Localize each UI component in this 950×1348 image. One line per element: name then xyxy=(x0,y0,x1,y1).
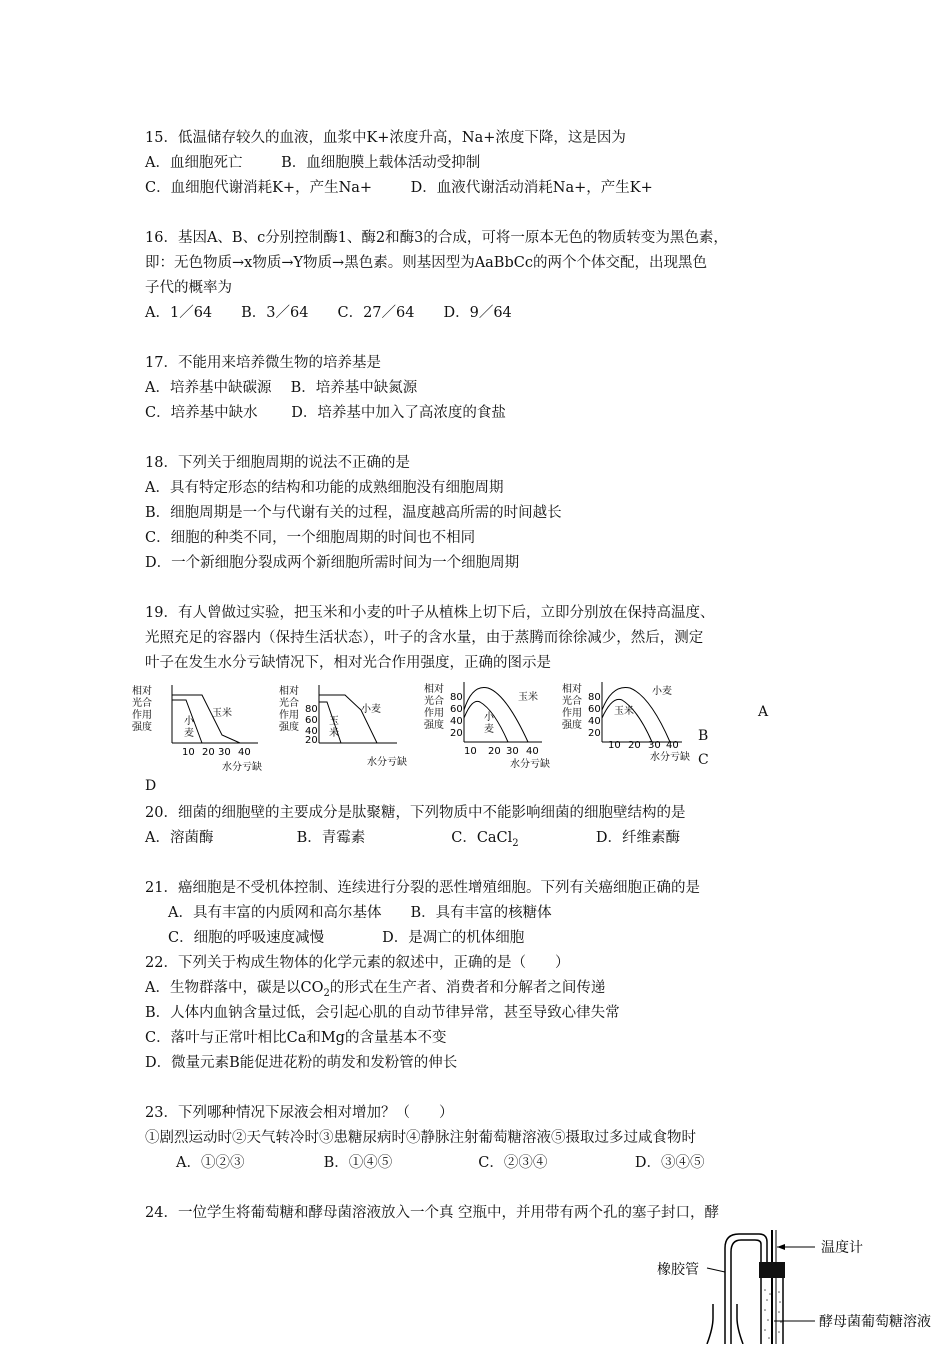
q19-stem-line2: 光照充足的容器内（保持生活状态），叶子的含水量，由于蒸腾而徐徐减少，然后，测定 xyxy=(145,630,704,646)
q23-option-d: D．③④⑤ xyxy=(634,1155,705,1171)
label-solution: 酵母菌葡萄糖溶液 xyxy=(819,1314,931,1330)
q20-options xyxy=(145,828,680,854)
q20-option-a: A．溶菌酶 xyxy=(145,830,214,846)
graph4-label-corn: 玉米 xyxy=(614,706,634,717)
graph2-ylabel-3: 作用 xyxy=(279,710,299,721)
beaker-icon xyxy=(707,1304,713,1344)
q21-options-row1: A．具有丰富的内质网和高尔基体 B．具有丰富的核糖体 xyxy=(168,905,552,921)
graph2-ytick-20: 20 xyxy=(305,735,318,746)
graph1-xlabel: 水分亏缺 xyxy=(222,762,262,773)
graph2-label-corn-2: 米 xyxy=(329,728,339,739)
graph3-xtick-40: 40 xyxy=(526,746,539,757)
q17-options-row2: C．培养基中缺水 D．培养基中加入了高浓度的食盐 xyxy=(145,405,506,421)
graph3-ytick-60: 60 xyxy=(450,704,463,715)
q17-options-row1: A．培养基中缺碳源 B．培养基中缺氮源 xyxy=(145,380,418,396)
graph3-xtick-10: 10 xyxy=(464,746,477,757)
q15-stem: 15．低温储存较久的血液，血浆中K+浓度升高，Na+浓度下降，这是因为 xyxy=(145,130,626,146)
graph3-ylabel-2: 光合 xyxy=(424,696,444,707)
graph2-ytick-80: 80 xyxy=(305,704,318,715)
q19-label-d: D xyxy=(145,778,157,794)
q23-option-a: A．①②③ xyxy=(176,1155,245,1171)
q22-option-d: D．微量元素B能促进花粉的萌发和发粉管的伸长 xyxy=(145,1055,458,1071)
q23-items: ①剧烈运动时②天气转冷时③患糖尿病时④静脉注射葡萄糖溶液⑤摄取过多过咸食物时 xyxy=(145,1130,696,1146)
graph4-xtick-10: 10 xyxy=(608,740,621,751)
q19-graph-2 xyxy=(277,680,417,775)
graph4-ytick-80: 80 xyxy=(588,692,601,703)
graph3-xlabel: 水分亏缺 xyxy=(510,759,550,770)
stopper-icon xyxy=(759,1262,785,1278)
graph1-ylabel-4: 强度 xyxy=(132,722,152,733)
graph3-ylabel-4: 强度 xyxy=(424,720,444,731)
graph4-ylabel-2: 光合 xyxy=(562,696,582,707)
q18-stem: 18．下列关于细胞周期的说法不正确的是 xyxy=(145,455,410,471)
graph3-xtick-30: 30 xyxy=(506,746,519,757)
graph1-ylabel-1: 相对 xyxy=(132,686,152,697)
q18-option-c: C．细胞的种类不同，一个细胞周期的时间也不相同 xyxy=(145,530,476,546)
q19-label-b: B xyxy=(698,728,709,744)
graph4-label-wheat: 小麦 xyxy=(652,686,672,697)
graph1-xtick-40: 40 xyxy=(238,747,251,758)
graph4-ytick-60: 60 xyxy=(588,704,601,715)
graph3-ylabel-3: 作用 xyxy=(424,708,444,719)
q18-option-a: A．具有特定形态的结构和功能的成熟细胞没有细胞周期 xyxy=(145,480,504,496)
q18-option-b: B．细胞周期是一个与代谢有关的过程，温度越高所需的时间越长 xyxy=(145,505,562,521)
graph3-ytick-80: 80 xyxy=(450,692,463,703)
graph1-label-wheat-1: 小 xyxy=(184,716,194,727)
q15-option-a: A．血细胞死亡 xyxy=(145,155,243,171)
graph2-label-corn-1: 玉 xyxy=(329,716,339,727)
graph1-ylabel-3: 作用 xyxy=(132,710,152,721)
graph1-xtick-10: 10 xyxy=(182,747,195,758)
graph4-xlabel: 水分亏缺 xyxy=(650,752,690,763)
q19-graph-1 xyxy=(130,680,275,775)
q20-option-c: C．CaCl$_2$ xyxy=(451,830,519,849)
q24-apparatus-figure xyxy=(655,1228,950,1344)
q16-stem-line1: 16．基因A、B、c分别控制酶1、酶2和酶3的合成，可将一原本无色的物质转变为黑色素， xyxy=(145,230,728,246)
q23-option-b: B．①④⑤ xyxy=(323,1155,393,1171)
graph4-ylabel-3: 作用 xyxy=(562,708,582,719)
graph3-ylabel-1: 相对 xyxy=(424,684,444,695)
q24-stem: 24．一位学生将葡萄糖和酵母菌溶液放入一个真 空瓶中，并用带有两个孔的塞子封口，酵 xyxy=(145,1205,720,1221)
graph4-xtick-40: 40 xyxy=(666,740,679,751)
q21-stem: 21．癌细胞是不受机体控制、连续进行分裂的恶性增殖细胞。下列有关癌细胞正确的是 xyxy=(145,880,700,896)
graph1-xtick-30: 30 xyxy=(218,747,231,758)
q15-options-row1 xyxy=(145,153,480,173)
q20-stem: 20．细菌的细胞壁的主要成分是肽聚糖，下列物质中不能影响细菌的细胞壁结构的是 xyxy=(145,805,686,821)
q17-stem: 17．不能用来培养微生物的培养基是 xyxy=(145,355,381,371)
graph2-ylabel-2: 光合 xyxy=(279,698,299,709)
q21-options-row2: C．细胞的呼吸速度减慢 D．是凋亡的机体细胞 xyxy=(168,930,525,946)
q15-option-d: D．血液代谢活动消耗Na+，产生K+ xyxy=(410,180,653,196)
graph3-label-corn: 玉米 xyxy=(518,692,538,703)
q19-graph-3 xyxy=(422,680,562,775)
graph3-xtick-20: 20 xyxy=(488,746,501,757)
q19-label-a: A xyxy=(758,704,769,720)
graph1-curve-corn xyxy=(172,695,240,743)
q22-option-b: B．人体内血钠含量过低，会引起心肌的自动节律异常，甚至导致心律失常 xyxy=(145,1005,620,1021)
q15-option-c: C．血细胞代谢消耗K+，产生Na+ xyxy=(145,180,373,196)
graph2-ytick-40: 40 xyxy=(305,726,318,737)
q19-stem-line1: 19．有人曾做过实验，把玉米和小麦的叶子从植株上切下后，立即分别放在保持高温度、 xyxy=(145,605,715,621)
q22-stem: 22．下列关于构成生物体的化学元素的叙述中，正确的是（ ） xyxy=(145,955,570,971)
graph2-label-wheat: 小麦 xyxy=(361,704,381,715)
graph3-label-wheat-2: 麦 xyxy=(484,724,494,735)
graph1-label-wheat-2: 麦 xyxy=(184,728,194,739)
q15-options-row2 xyxy=(145,178,653,198)
q20-option-b: B．青霉素 xyxy=(296,830,366,846)
graph2-curve-wheat xyxy=(319,695,377,743)
graph3-ytick-20: 20 xyxy=(450,728,463,739)
q22-option-a: A．生物群落中，碳是以$CO_2$的形式在生产者、消费者和分解者之间传递 xyxy=(145,980,606,999)
graph4-xtick-20: 20 xyxy=(628,740,641,751)
graph3-ytick-40: 40 xyxy=(450,716,463,727)
q23-stem: 23．下列哪种情况下尿液会相对增加？（ ） xyxy=(145,1105,454,1121)
q16-stem-line3: 子代的概率为 xyxy=(145,280,232,296)
q16-stem-line2: 即：无色物质→x物质→Y物质→黑色素。则基因型为AaBbCc的两个个体交配，出现黑色 xyxy=(145,255,707,271)
q18-option-d: D．一个新细胞分裂成两个新细胞所需时间为一个细胞周期 xyxy=(145,555,520,571)
q22-option-c: C．落叶与正常叶相比Ca和Mg的含量基本不变 xyxy=(145,1030,447,1046)
graph4-ytick-20: 20 xyxy=(588,728,601,739)
graph2-ylabel-4: 强度 xyxy=(279,722,299,733)
label-rubber-tube: 橡胶管 xyxy=(657,1262,699,1278)
q19-label-c: C xyxy=(698,752,709,768)
graph1-label-corn: 玉米 xyxy=(212,708,232,719)
q20-option-d: D．纤维素酶 xyxy=(595,830,680,846)
graph1-xtick-20: 20 xyxy=(202,747,215,758)
q23-options xyxy=(176,1153,704,1173)
q19-stem-line3: 叶子在发生水分亏缺情况下，相对光合作用强度，正确的图示是 xyxy=(145,655,551,671)
graph3-label-wheat-1: 小 xyxy=(484,712,494,723)
q15-option-b: B．血细胞膜上载体活动受抑制 xyxy=(281,155,481,171)
graph1-ylabel-2: 光合 xyxy=(132,698,152,709)
q19-graph-4 xyxy=(560,680,705,775)
graph2-ylabel-1: 相对 xyxy=(279,686,299,697)
graph2-xlabel: 水分亏缺 xyxy=(367,757,407,768)
label-thermometer: 温度计 xyxy=(821,1240,863,1256)
q16-options: A．1／64 B．3／64 C．27／64 D．9／64 xyxy=(145,305,512,321)
graph4-ytick-40: 40 xyxy=(588,716,601,727)
graph4-ylabel-4: 强度 xyxy=(562,720,582,731)
graph4-xtick-30: 30 xyxy=(648,740,661,751)
q23-option-c: C．②③④ xyxy=(478,1155,548,1171)
graph2-ytick-60: 60 xyxy=(305,715,318,726)
graph4-ylabel-1: 相对 xyxy=(562,684,582,695)
